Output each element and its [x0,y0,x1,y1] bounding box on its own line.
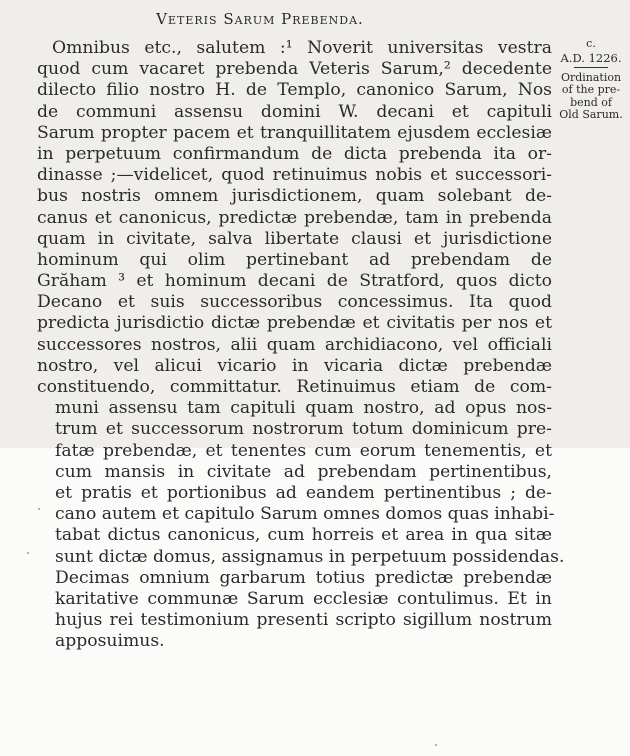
body-line: hominum qui olim pertinebant ad prebendam de [37,249,552,270]
body-line: et pratis et portionibus ad eandem pertinentibus ; de- [55,482,552,503]
body-line: sunt dictæ domus, assignamus in perpetuum possidendas. [55,546,565,567]
body-line: dilecto filio nostro H. de Templo, canonico Sarum, Nos [37,80,552,101]
margin-line: of the pre- [561,83,621,96]
body-line: quam in civitate, salva libertate clausi et jurisdictione [37,228,552,249]
body-line: karitative communæ Sarum ecclesiæ contulimus. Et in [55,588,552,609]
body-line: in perpetuum confirmandum de dicta prebenda ita or- [37,143,552,164]
body-line: cum mansis in civitate ad prebendam pertinentibus, [55,461,552,482]
page-speck [38,508,40,510]
body-line: hujus rei testimonium presenti scripto sigillum nostrum [55,610,552,631]
margin-circa: c. [586,37,596,50]
document-body [37,38,565,652]
body-line: de communi assensu domini W. decani et capituli [37,101,552,122]
margin-rule [574,67,608,68]
body-line: predicta jurisdictio dictæ prebendæ et civitatis per nos et [37,313,552,334]
body-line: constituendo, committatur. Retinuimus etiam de com- [37,377,552,397]
margin-note [554,38,628,122]
body-line: Decano et suis successoribus concessimus. Ita quod [37,292,552,313]
margin-line: Old Sarum. [559,108,623,121]
body-line: Omnibus etc., salutem :¹ Noverit universitas vestra [52,38,552,58]
margin-line: Ordination [560,70,622,84]
body-line: canus et canonicus, predictæ prebendæ, tam in prebenda [37,207,552,228]
body-line: tabat dictus canonicus, cum horreis et area in qua sitæ [55,525,552,546]
body-line: quod cum vacaret prebenda Veteris Sarum,² decedente [37,59,552,80]
body-line: Sarum propter pacem et tranquillitatem ejusdem ecclesiæ [37,122,552,143]
document-heading: Veteris Sarum Prebenda. [156,10,364,28]
body-line: Decimas omnium garbarum totius predictæ prebendæ [55,567,552,588]
body-line: nostro, vel alicui vicario in vicaria dictæ prebendæ [37,355,552,376]
body-line: trum et successorum nostrorum totum dominicum pre- [55,419,552,440]
body-line: bus nostris omnem jurisdictionem, quam solebant de- [37,186,552,207]
page-speck [27,552,29,554]
margin-line: bend of [570,95,612,109]
margin-date: A.D. 1226. [560,50,622,65]
body-line: apposuimus. [55,631,165,652]
body-line: cano autem et capitulo Sarum omnes domos quas inhabi- [55,504,555,525]
body-line: muni assensu tam capituli quam nostro, ad opus nos- [55,398,552,419]
body-line: fatæ prebendæ, et tenentes cum eorum tenementis, et [55,440,552,461]
body-line: dinasse ;—videlicet, quod retinuimus nobis et successori- [37,165,552,186]
page-speck [435,744,437,746]
body-line: Grăham ³ et hominum decani de Stratford, quos dicto [37,271,552,292]
body-line: successores nostros, alii quam archidiacono, vel officiali [37,334,552,355]
